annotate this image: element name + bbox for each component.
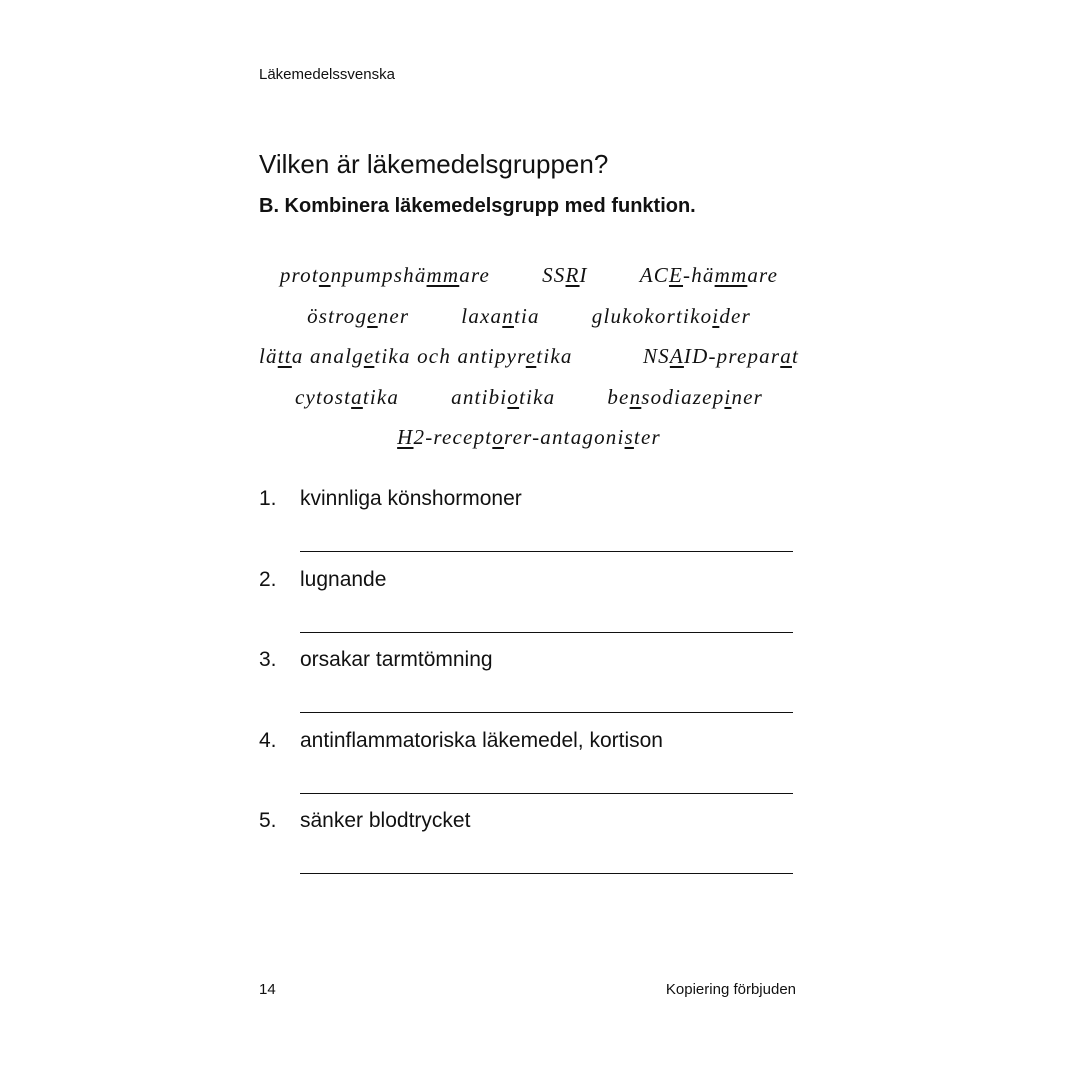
word-segment: tika [519,384,556,409]
stressed-syllable: A [669,344,684,368]
word-bank-term [640,258,778,299]
stressed-syllable: mm [426,263,460,287]
question-item [259,729,799,810]
stressed-syllable: n [502,303,514,328]
question-item [259,487,799,568]
word-bank-term [397,420,661,461]
exercise-instruction: B. Kombinera läkemedelsgrupp med funktion. [259,195,696,217]
word-segment: t [791,344,799,368]
stressed-syllable: a [351,384,363,409]
question-text: lugnande [300,567,387,591]
word-bank-term [280,258,490,299]
word-bank-term [307,299,409,340]
word-segment: tia [513,303,540,328]
stressed-syllable: e [363,344,375,368]
word-segment: östrog [307,303,368,328]
running-header: Läkemedelssvenska [259,66,395,83]
word-segment: tika [362,384,400,409]
stressed-syllable: n [629,384,642,409]
stressed-syllable: E [668,263,684,287]
question-text: kvinnliga könshormoner [300,487,522,510]
stressed-syllable: a [780,344,792,368]
answer-input[interactable] [300,632,793,633]
page-number: 14 [259,981,276,998]
word-segment: sodiazep [641,384,725,409]
word-segment: I [579,263,588,287]
word-segment: tika och antipyr [374,344,526,368]
word-segment: laxa [461,303,503,328]
question-number: 2. [259,567,277,591]
stressed-syllable: e [525,344,537,368]
word-segment: der [719,303,751,328]
word-bank-term [295,380,399,421]
word-segment: -hä [683,263,715,287]
word-segment: prot [279,263,319,287]
stressed-syllable: R [565,263,580,287]
word-bank-row [259,258,799,299]
question-text: sänker blodtrycket [300,809,471,832]
word-segment: glukokortiko [591,303,713,328]
word-segment: tika [536,344,573,368]
word-bank-term [592,299,751,340]
question-item [259,648,799,729]
word-segment: antibi [451,384,508,409]
page-title: Vilken är läkemedelsgruppen? [259,149,609,179]
question-number: 5. [259,809,277,832]
question-item [259,809,799,890]
stressed-syllable: mm [714,263,748,287]
word-segment: be [607,384,630,409]
word-segment: ner [377,303,410,328]
word-segment: lä [259,344,278,368]
word-segment: ter [633,425,661,449]
word-segment: a analg [291,344,364,368]
word-bank-term [643,339,799,380]
stressed-syllable: tt [277,344,292,368]
question-text: antinflammatoriska läkemedel, kortison [300,728,663,752]
word-bank-term [451,380,555,421]
word-bank-term [461,299,539,340]
word-segment: npumpshä [330,263,427,287]
stressed-syllable: e [367,303,378,328]
stressed-syllable: i [712,303,720,328]
word-bank [259,258,799,461]
word-bank-term [259,339,573,380]
question-item [259,568,799,649]
word-bank-row [259,299,799,340]
question-number: 3. [259,648,277,671]
question-number: 4. [259,728,277,752]
word-segment: are [747,263,779,287]
word-segment: NS [642,344,670,368]
question-text: orsakar tarmtömning [300,648,493,671]
stressed-syllable: o [507,384,520,409]
word-segment: ID-prepar [683,344,781,368]
question-list [259,487,799,890]
stressed-syllable: s [624,425,634,449]
word-segment: ner [731,384,764,409]
answer-input[interactable] [300,873,793,874]
stressed-syllable: i [724,384,732,409]
word-segment: SS [542,263,566,287]
word-bank-row [259,420,799,461]
word-segment: cytost [294,384,352,409]
word-segment: 2-recept [413,425,493,449]
word-bank-row [259,380,799,421]
answer-input[interactable] [300,551,793,552]
answer-input[interactable] [300,793,793,794]
stressed-syllable: o [318,263,331,287]
word-segment: AC [639,263,669,287]
word-segment: are [459,263,491,287]
word-bank-term [542,258,588,299]
stressed-syllable: H [397,425,414,449]
word-bank-term [607,380,763,421]
answer-input[interactable] [300,712,793,713]
word-segment: rer-antagoni [504,425,625,449]
stressed-syllable: o [492,425,505,449]
copyright-notice: Kopiering förbjuden [665,981,796,998]
question-number: 1. [259,487,277,510]
word-bank-row [259,339,799,380]
